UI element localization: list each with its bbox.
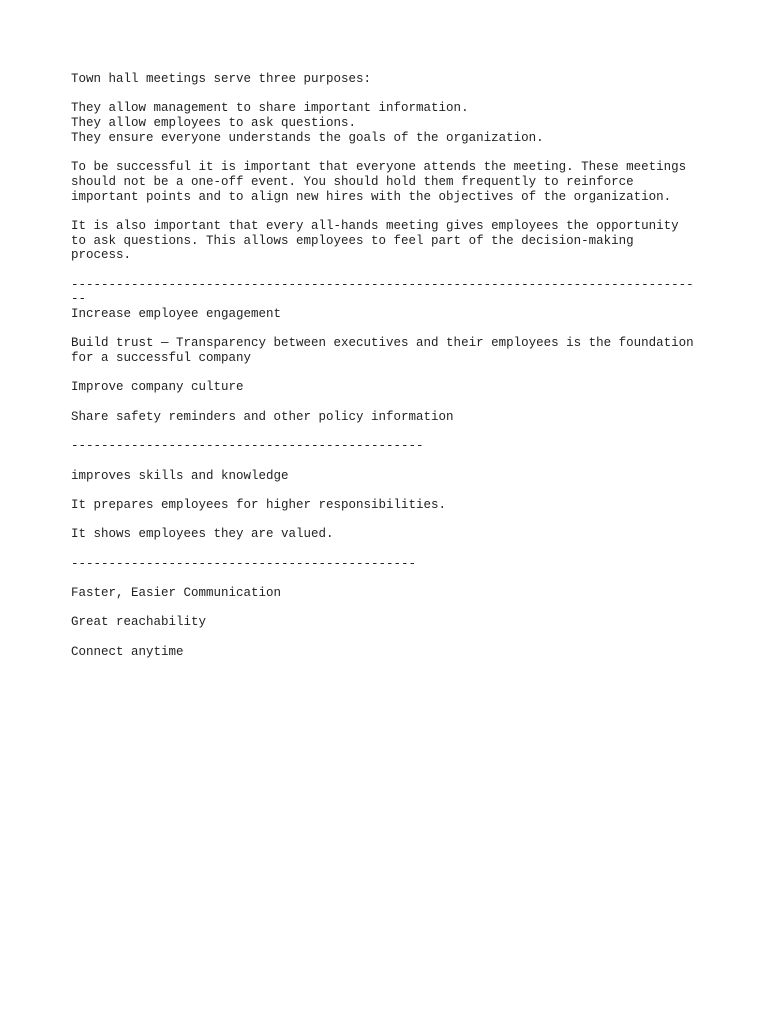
section-1-item: Increase employee engagement xyxy=(71,307,282,321)
paragraph-success-line: important points and to align new hires with the objectives of the organization. xyxy=(71,189,672,204)
section-3-item: Great reachability xyxy=(71,615,207,630)
spacer xyxy=(71,395,711,410)
divider-line: ---------------------------------------------- xyxy=(71,556,417,571)
section-2-item: It shows employees they are valued. xyxy=(71,527,334,542)
section-3-item: Connect anytime xyxy=(71,644,184,659)
spacer xyxy=(71,87,711,102)
spacer xyxy=(71,542,711,557)
purpose-item: They allow employees to ask questions. xyxy=(71,116,357,131)
purpose-item: They allow management to share important information. xyxy=(71,101,469,116)
divider-line: -- xyxy=(71,292,87,307)
paragraph-questions-line: It is also important that every all-hands meeting gives employees the opportunity xyxy=(71,218,679,233)
section-1-item: Improve company culture xyxy=(71,380,244,395)
document-page xyxy=(71,72,711,660)
section-1-item: for a successful company xyxy=(71,351,252,366)
spacer xyxy=(71,366,711,381)
spacer xyxy=(71,513,711,528)
spacer xyxy=(71,263,711,278)
purpose-item: They ensure everyone understands the goals of the organization. xyxy=(71,130,544,145)
section-1-item: Build trust — Transparency between executives and their employees is the foundation xyxy=(71,336,694,351)
section-1-item: Share safety reminders and other policy information xyxy=(71,409,454,424)
spacer xyxy=(71,204,711,219)
paragraph-success-line: To be successful it is important that everyone attends the meeting. These meetings xyxy=(71,160,687,175)
spacer xyxy=(71,454,711,469)
intro-heading: Town hall meetings serve three purposes: xyxy=(71,72,372,86)
section-2-item: It prepares employees for higher responsibilities. xyxy=(71,497,447,512)
section-3-item: Faster, Easier Communication xyxy=(71,586,282,601)
divider-line: ----------------------------------------------------------------------------------- xyxy=(71,277,694,292)
spacer xyxy=(71,630,711,645)
paragraph-questions-line: to ask questions. This allows employees to feel part of the decision-making xyxy=(71,233,634,248)
divider-line: ----------------------------------------------- xyxy=(71,439,424,454)
spacer xyxy=(71,425,711,440)
spacer xyxy=(71,322,711,337)
spacer xyxy=(71,145,711,160)
paragraph-success-line: should not be a one-off event. You should hold them frequently to reinforce xyxy=(71,174,634,189)
spacer xyxy=(71,601,711,616)
spacer xyxy=(71,483,711,498)
section-2-item: improves skills and knowledge xyxy=(71,468,289,483)
spacer xyxy=(71,571,711,586)
paragraph-questions-line: process. xyxy=(71,248,132,263)
